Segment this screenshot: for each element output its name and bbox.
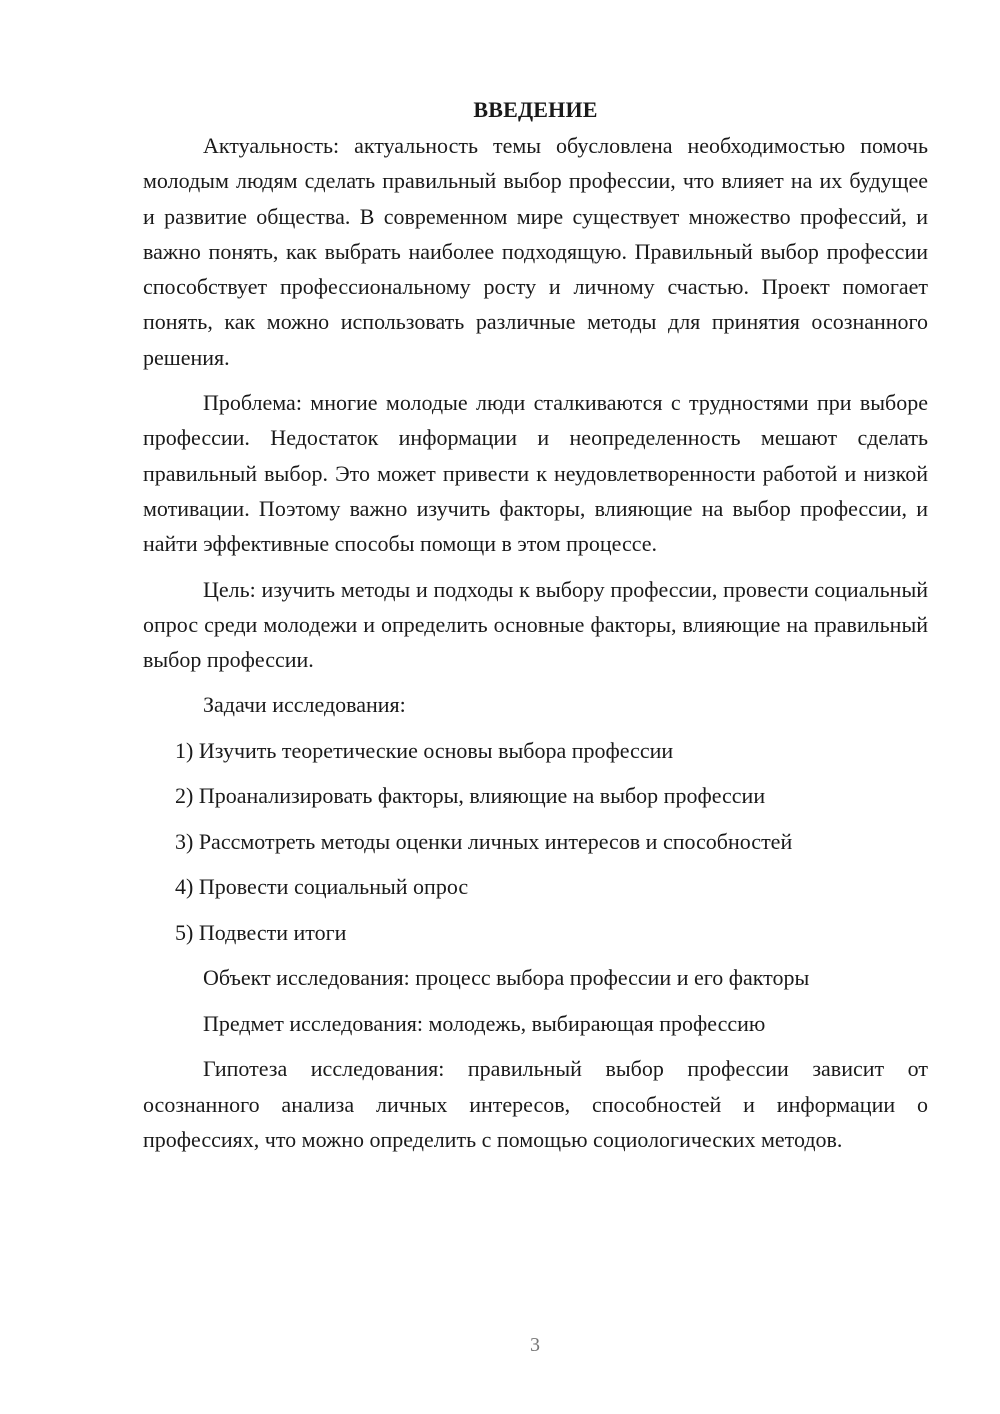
tasks-list (143, 733, 928, 950)
problem-paragraph: Проблема: многие молодые люди сталкиваются с трудностями при выборе профессии. Недостаток информации и неопределенность мешают сделать правильный выбор. Это может привести к неудовлетворенности работой и низкой мотивации. Поэтому важно изучить факторы, влияющие на выбор профессии, и найти эффективные способы помощи в этом процессе. (143, 390, 928, 557)
list-item: 4) Провести социальный опрос (175, 874, 469, 900)
list-item: 5) Подвести итоги (175, 919, 347, 945)
goal-paragraph: Цель: изучить методы и подходы к выбору профессии, провести социальный опрос среди молодежи и определить основные факторы, влияющие на правильный выбор профессии. (143, 576, 928, 673)
relevance-paragraph: Актуальность: актуальность темы обусловлена необходимостью помочь молодым людям сделать правильный выбор профессии, что влияет на их будущее и развитие общества. В современном мире существует множество профессий, и важно понять, как выбрать наиболее подходящую. Правильный выбор профессии способствует профессиональному росту и личному счастью. Проект помогает понять, как можно использовать различные методы для принятия осознанного решения. (143, 133, 928, 370)
subject-paragraph: Предмет исследования: молодежь, выбирающая профессию (203, 1010, 766, 1036)
section-title: ВВЕДЕНИЕ (473, 97, 598, 122)
tasks-heading: Задачи исследования: (203, 692, 406, 718)
list-item: 3) Рассмотреть методы оценки личных интересов и способностей (175, 828, 793, 854)
hypothesis-paragraph: Гипотеза исследования: правильный выбор профессии зависит от осознанного анализа личных интересов, способностей и информации о профессиях, что можно определить с помощью социологических методов. (143, 1056, 928, 1153)
page-body (143, 92, 928, 1167)
object-paragraph: Объект исследования: процесс выбора профессии и его факторы (203, 965, 810, 991)
list-item: 2) Проанализировать факторы, влияющие на выбор профессии (175, 783, 766, 809)
list-item: 1) Изучить теоретические основы выбора профессии (175, 737, 674, 763)
page-number: 3 (530, 1334, 540, 1356)
